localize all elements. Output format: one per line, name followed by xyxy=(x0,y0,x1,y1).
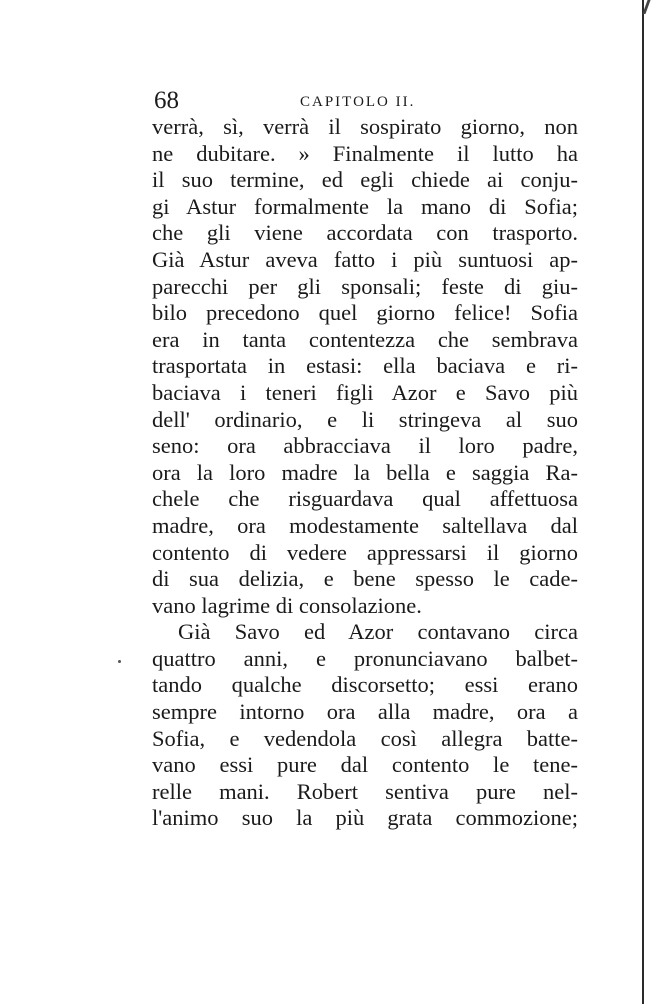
text-line: quattro anni, e pronunciavano balbet- xyxy=(152,645,578,671)
body-text xyxy=(152,114,578,832)
text-line: tando qualche discorsetto; essi erano xyxy=(152,672,578,698)
text-line: gi Astur formalmente la mano di Sofia; xyxy=(152,193,578,219)
text-line: chele che risguardava qual affettuosa xyxy=(152,486,578,512)
text-line: bilo precedono quel giorno felice! Sofia xyxy=(152,300,578,326)
text-line: ora la loro madre la bella e saggia Ra- xyxy=(152,459,578,485)
text-line: di sua delizia, e bene spesso le cade- xyxy=(152,566,578,592)
text-line: sempre intorno ora alla madre, ora a xyxy=(152,699,578,725)
text-line: vano essi pure dal contento le tene- xyxy=(152,752,578,778)
text-line: madre, ora modestamente saltellava dal xyxy=(152,512,578,538)
text-line: trasportata in estasi: ella baciava e ri- xyxy=(152,353,578,379)
text-line: dell' ordinario, e li stringeva al suo xyxy=(152,406,578,432)
text-line: Sofia, e vedendola così allegra batte- xyxy=(152,725,578,751)
text-line: parecchi per gli sponsali; feste di giu- xyxy=(152,273,578,299)
page-number: 68 xyxy=(154,87,179,114)
text-line: baciava i teneri figli Azor e Savo più xyxy=(152,379,578,405)
text-line: Già Astur aveva fatto i più suntuosi ap- xyxy=(152,246,578,272)
text-line: che gli viene accordata con trasporto. xyxy=(152,220,578,246)
text-line: il suo termine, ed egli chiede ai conju- xyxy=(152,167,578,193)
text-line: era in tanta contentezza che sembrava xyxy=(152,326,578,352)
page-edge-line xyxy=(642,0,644,1004)
text-line: contento di vedere appressarsi il giorno xyxy=(152,539,578,565)
text-line: verrà, sì, verrà il sospirato giorno, non xyxy=(152,114,578,139)
text-line: relle mani. Robert sentiva pure nel- xyxy=(152,778,578,804)
text-line-paragraph-start: Già Savo ed Azor contavano circa xyxy=(178,619,578,645)
text-line: ne dubitare. » Finalmente il lutto ha xyxy=(152,140,578,166)
text-line: l'animo suo la più grata commozione; xyxy=(152,805,578,831)
page-header xyxy=(152,86,572,116)
ink-speck xyxy=(118,660,121,663)
running-head: CAPITOLO II. xyxy=(300,94,416,110)
text-line: seno: ora abbracciava il loro padre, xyxy=(152,433,578,459)
text-line-paragraph-end: vano lagrime di consolazione. xyxy=(152,592,422,618)
